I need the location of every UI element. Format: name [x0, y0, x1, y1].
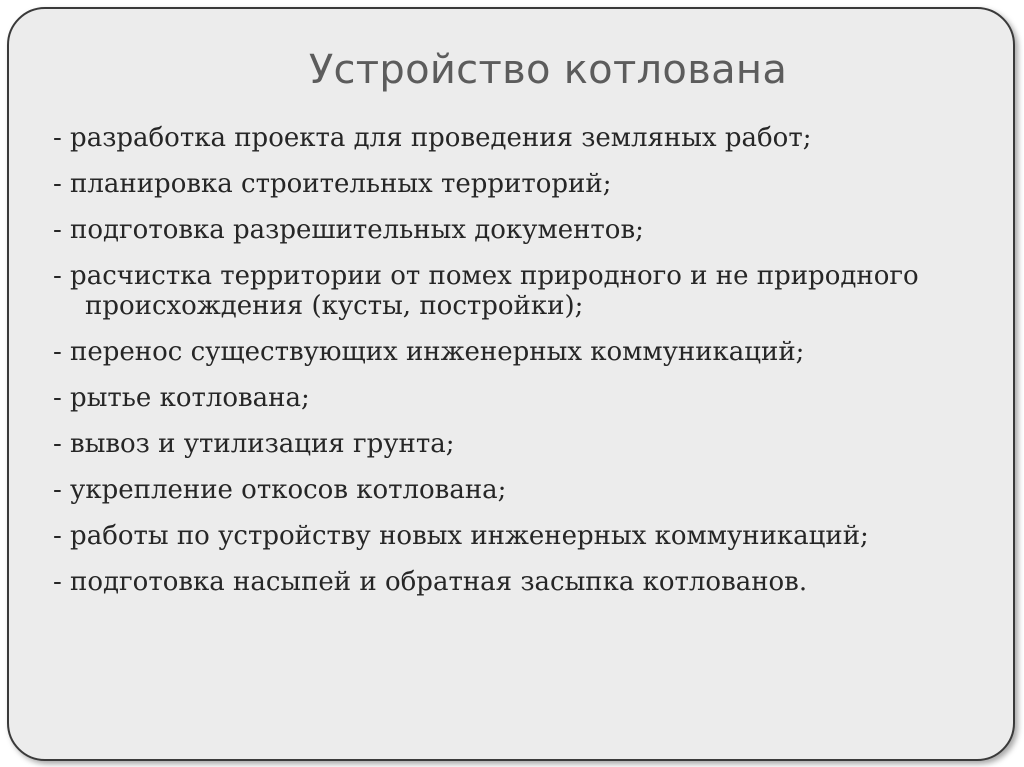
list-item: - перенос существующих инженерных коммуникаций;: [53, 337, 805, 367]
list-item: - расчистка территории от помех природного и не природного происхождения (кусты, постройки);: [53, 261, 919, 321]
bullet-list: [53, 123, 1013, 613]
list-item: - работы по устройству новых инженерных коммуникаций;: [53, 521, 869, 551]
list-item: - планировка строительных территорий;: [53, 169, 612, 199]
list-item: - подготовка насыпей и обратная засыпка котлованов.: [53, 567, 808, 597]
list-item: - подготовка разрешительных документов;: [53, 215, 644, 245]
list-item: - разработка проекта для проведения земляных работ;: [53, 123, 812, 153]
list-item: - рытье котлована;: [53, 383, 310, 413]
list-item: - вывоз и утилизация грунта;: [53, 429, 455, 459]
slide-frame: [7, 7, 1015, 761]
list-item: - укрепление откосов котлована;: [53, 475, 507, 505]
slide-title: Устройство котлована: [308, 47, 788, 93]
